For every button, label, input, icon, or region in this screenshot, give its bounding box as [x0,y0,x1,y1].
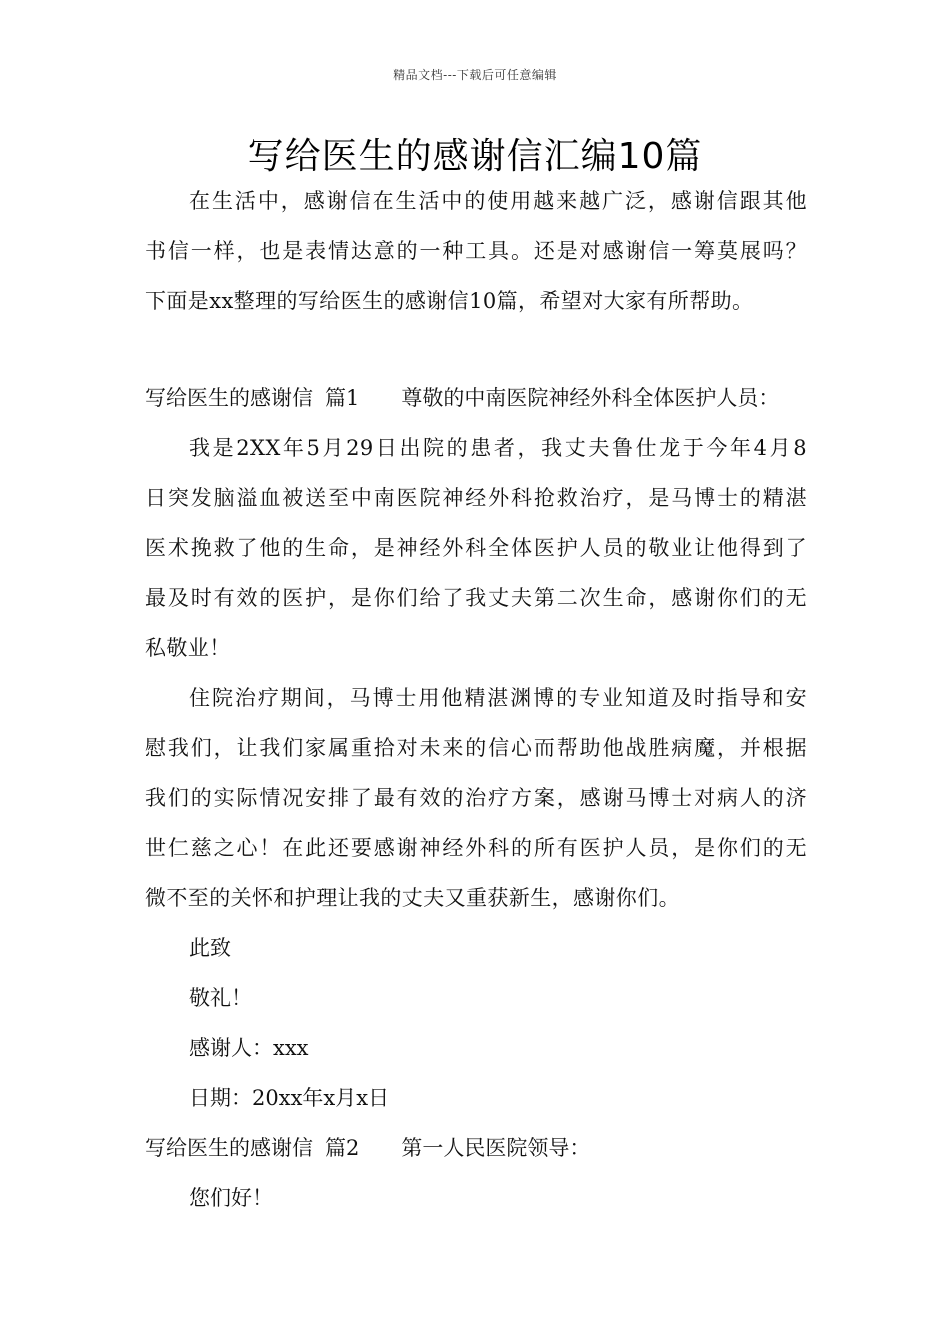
intro-line: 在生活中，感谢信在生活中的使用越来越广泛，感谢信跟其他 [189,189,807,213]
letter1-jing-li: 敬礼！ [189,986,252,1010]
header-note: 精品文档---下载后可任意编辑 [393,68,557,82]
paragraph-line: 我们的实际情况安排了最有效的治疗方案，感谢马博士对病人的济 [145,786,807,810]
paragraph-line: 我是2XX年5月29日出院的患者，我丈夫鲁仕龙于今年4月8 [189,436,807,460]
paragraph-line: 慰我们，让我们家属重拾对未来的信心而帮助他战胜病魔，并根据 [145,736,807,760]
paragraph-line: 微不至的关怀和护理让我的丈夫又重获新生，感谢你们。 [145,886,680,910]
letter1-ci-zhi: 此致 [189,936,231,960]
paragraph-line: 世仁慈之心！在此还要感谢神经外科的所有医护人员，是你们的无 [145,836,807,860]
letter2-greeting: 您们好！ [189,1186,273,1210]
letter1-paragraph-2 [145,673,807,923]
intro-line: 书信一样，也是表情达意的一种工具。还是对感谢信一筹莫展吗？ [145,239,807,263]
letter2-heading-title: 写给医生的感谢信 [145,1136,313,1160]
paragraph-line: 私敬业！ [145,636,231,660]
letter1-heading [145,373,807,423]
paragraph-line: 住院治疗期间，马博士用他精湛渊博的专业知道及时指导和安 [189,686,807,710]
letter1-date: 日期：20xx年x月x日 [189,1086,390,1110]
letter1-salutation: 尊敬的中南医院神经外科全体医护人员： [401,386,780,410]
paragraph-line: 日突发脑溢血被送至中南医院神经外科抢救治疗，是马博士的精湛 [145,486,807,510]
document-title: 写给医生的感谢信汇编10篇 [247,136,703,177]
letter1-thanker: 感谢人：xxx [189,1036,309,1060]
document-body [145,176,807,1223]
letter2-salutation: 第一人民医院领导： [401,1136,591,1160]
letter2-heading-number: 篇2 [325,1136,360,1160]
letter1-heading-title: 写给医生的感谢信 [145,386,313,410]
paragraph-line: 最及时有效的医护，是你们给了我丈夫第二次生命，感谢你们的无 [145,586,807,610]
paragraph-line: 医术挽救了他的生命，是神经外科全体医护人员的敬业让他得到了 [145,536,807,560]
intro-paragraph [145,176,807,326]
section-gap [145,326,807,373]
intro-line: 下面是xx整理的写给医生的感谢信10篇，希望对大家有所帮助。 [145,289,754,313]
letter1-heading-number: 篇1 [325,386,360,410]
letter1-paragraph-1 [145,423,807,673]
letter2-heading [145,1123,807,1173]
